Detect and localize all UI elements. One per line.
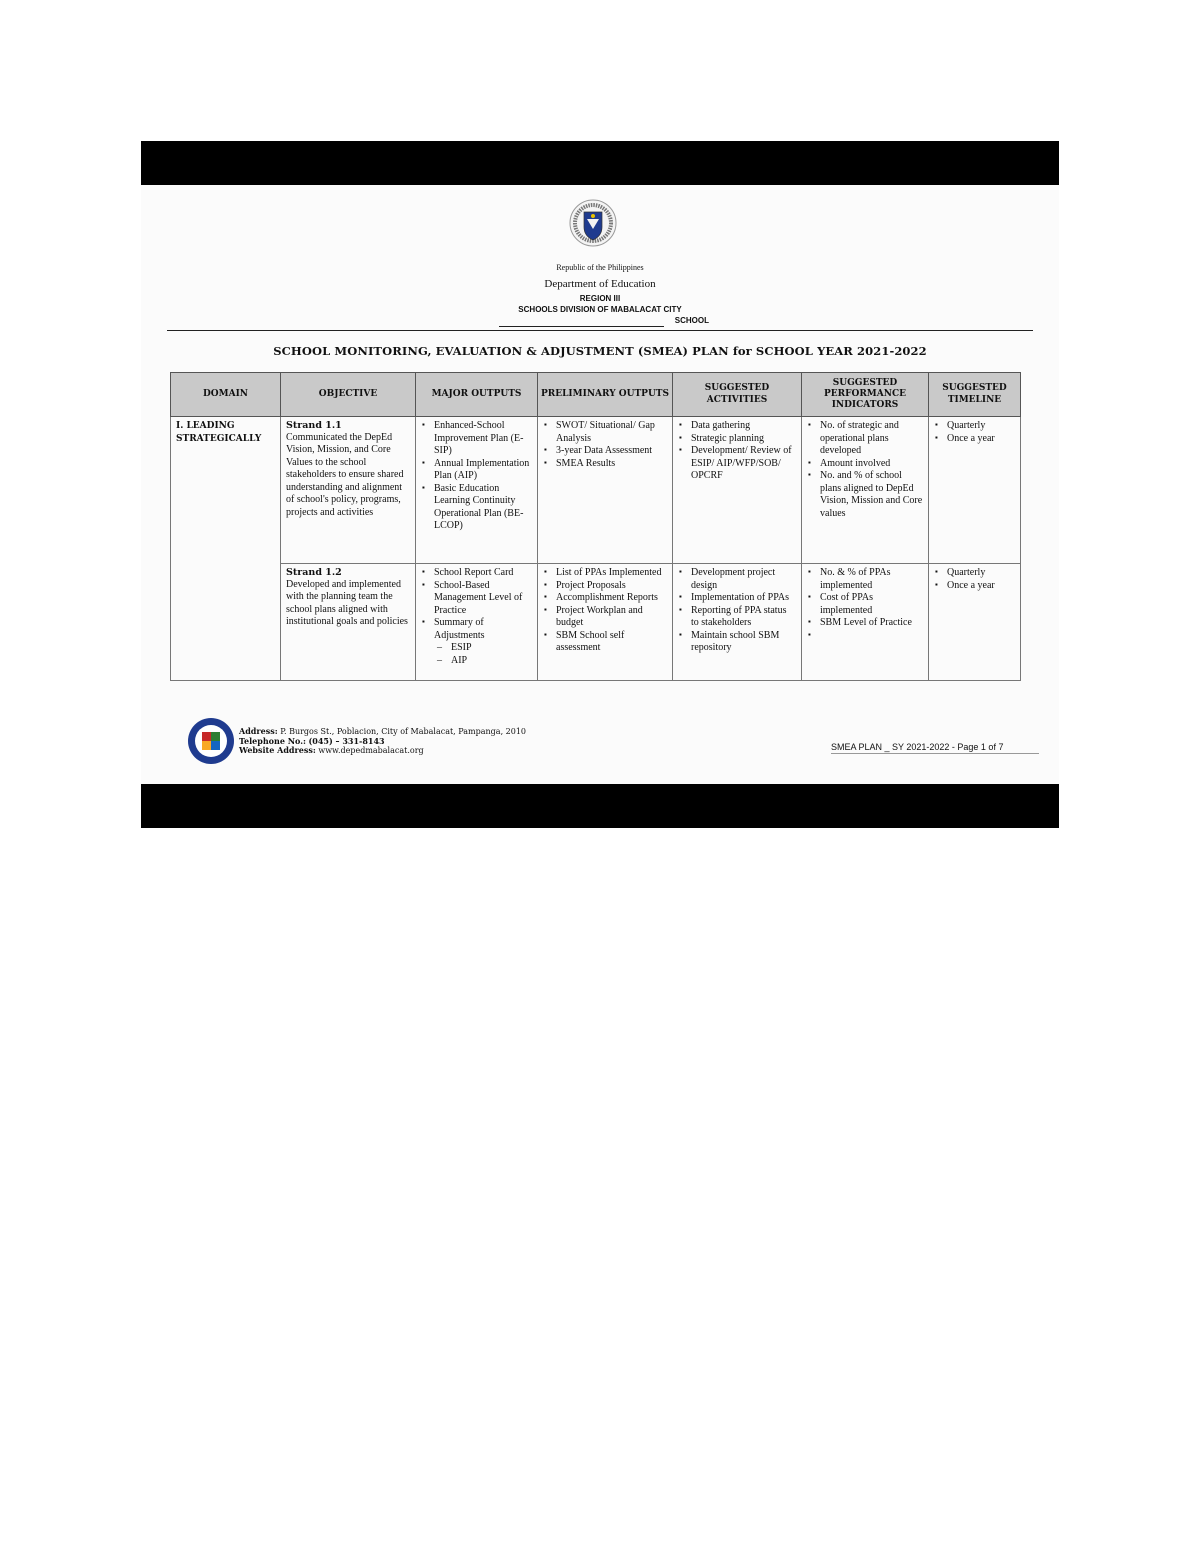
republic-line: Republic of the Philippines <box>556 263 644 272</box>
list-item: ▪ Quarterly <box>934 420 1015 433</box>
list-item: ▪ Basic Education Learning Continuity Operational Plan (BE-LCOP) <box>421 483 532 533</box>
list-item: ▪ Quarterly <box>934 567 1015 580</box>
col-header: SUGGESTED TIMELINE <box>929 373 1021 417</box>
list-item: ▪ Development project design <box>678 567 796 592</box>
col-header: OBJECTIVE <box>281 373 416 417</box>
list-item: ▪ Strategic planning <box>678 433 796 446</box>
list-item: ▪ Amount involved <box>807 458 923 471</box>
preliminary-outputs-cell <box>538 564 673 681</box>
objective-text: Communicated the DepEd Vision, Mission, and Core Values to the school stakeholders to ensure shared understanding and alignment of school's policy, programs, projects and activities <box>286 431 404 518</box>
indicators-cell <box>802 417 929 564</box>
list-item: ▪ 3-year Data Assessment <box>543 445 667 458</box>
activities-cell <box>673 417 802 564</box>
col-header: SUGGESTED ACTIVITIES <box>673 373 802 417</box>
header-rule <box>167 330 1033 331</box>
telephone-text: (045) – 331-8143 <box>308 735 385 746</box>
list-item: ▪ Project Proposals <box>543 580 667 593</box>
bottom-black-band <box>141 784 1059 828</box>
school-line: SCHOOL <box>674 316 709 325</box>
school-name-blank <box>499 326 664 327</box>
list-item: ▪ SWOT/ Situational/ Gap Analysis <box>543 420 667 445</box>
col-header: PRELIMINARY OUTPUTS <box>538 373 673 417</box>
footer-address-block <box>239 727 526 756</box>
telephone-label: Telephone No.: <box>239 735 306 746</box>
list-item: ▪ Summary of Adjustments <box>421 617 532 642</box>
col-header: MAJOR OUTPUTS <box>416 373 538 417</box>
list-item: ▪ Accomplishment Reports <box>543 592 667 605</box>
objective-cell <box>281 417 416 564</box>
list-item: ▪ Implementation of PPAs <box>678 592 796 605</box>
major-outputs-cell <box>416 417 538 564</box>
page-reference: SMEA PLAN _ SY 2021-2022 - Page 1 of 7 <box>831 742 1039 754</box>
deped-seal-icon <box>569 199 617 247</box>
list-item: ▪ Cost of PPAs implemented <box>807 592 923 617</box>
strand-title: Strand 1.1 <box>286 420 342 431</box>
address-text: P. Burgos St., Poblacion, City of Mabalacat, Pampanga, 2010 <box>280 727 527 736</box>
document-page <box>141 185 1059 784</box>
domain-cell <box>171 417 281 681</box>
preliminary-outputs-cell <box>538 417 673 564</box>
list-item: ▪ Annual Implementation Plan (AIP) <box>421 458 532 483</box>
strand-title: Strand 1.2 <box>286 567 342 578</box>
department-line: Department of Education <box>544 278 656 290</box>
list-subitem: – AIP <box>421 655 532 668</box>
website-label: Website Address: <box>239 745 316 756</box>
col-header: SUGGESTED PERFORMANCE INDICATORS <box>802 373 929 417</box>
list-subitem: – ESIP <box>421 642 532 655</box>
list-item <box>807 630 923 643</box>
table-row <box>171 417 1021 564</box>
list-item: ▪ Data gathering <box>678 420 796 433</box>
table-row <box>171 564 1021 681</box>
major-outputs-cell <box>416 564 538 681</box>
page-title: SCHOOL MONITORING, EVALUATION & ADJUSTMENT (SMEA) PLAN for SCHOOL YEAR 2021-2022 <box>273 344 927 358</box>
top-black-band <box>141 141 1059 185</box>
timeline-cell <box>929 564 1021 681</box>
table-header-row <box>171 373 1021 417</box>
list-item: ▪ No. of strategic and operational plans developed <box>807 420 923 458</box>
list-item: ▪ SBM Level of Practice <box>807 617 923 630</box>
activities-cell <box>673 564 802 681</box>
objective-text: Developed and implemented with the planning team the school plans aligned with institutional goals and policies <box>286 578 408 628</box>
list-item: ▪ List of PPAs Implemented <box>543 567 667 580</box>
list-item: ▪ School Report Card <box>421 567 532 580</box>
list-item: ▪ Project Workplan and budget <box>543 605 667 630</box>
division-logo-icon <box>187 717 235 765</box>
list-item: ▪ School-Based Management Level of Practice <box>421 580 532 618</box>
objective-cell <box>281 564 416 681</box>
list-item: ▪ Reporting of PPA status to stakeholders <box>678 605 796 630</box>
list-item: ▪ SMEA Results <box>543 458 667 471</box>
region-line: REGION III <box>579 294 621 303</box>
list-item: ▪ No. & % of PPAs implemented <box>807 567 923 592</box>
address-label: Address: <box>239 726 278 736</box>
domain-text: I. LEADING STRATEGICALLY <box>176 421 262 444</box>
list-item: ▪ No. and % of school plans aligned to DepEd Vision, Mission and Core values <box>807 470 923 520</box>
list-item: ▪ SBM School self assessment <box>543 630 667 655</box>
list-item: ▪ Once a year <box>934 433 1015 446</box>
list-item: ▪ Maintain school SBM repository <box>678 630 796 655</box>
smea-table <box>170 372 1021 681</box>
division-line: SCHOOLS DIVISION OF MABALACAT CITY <box>518 305 682 314</box>
website-text: www.depedmabalacat.org <box>318 746 424 756</box>
indicators-cell <box>802 564 929 681</box>
col-header: DOMAIN <box>171 373 281 417</box>
timeline-cell <box>929 417 1021 564</box>
list-item: ▪ Development/ Review of ESIP/ AIP/WFP/SOB/ OPCRF <box>678 445 796 483</box>
list-item: ▪ Enhanced-School Improvement Plan (E-SIP) <box>421 420 532 458</box>
list-item: ▪ Once a year <box>934 580 1015 593</box>
